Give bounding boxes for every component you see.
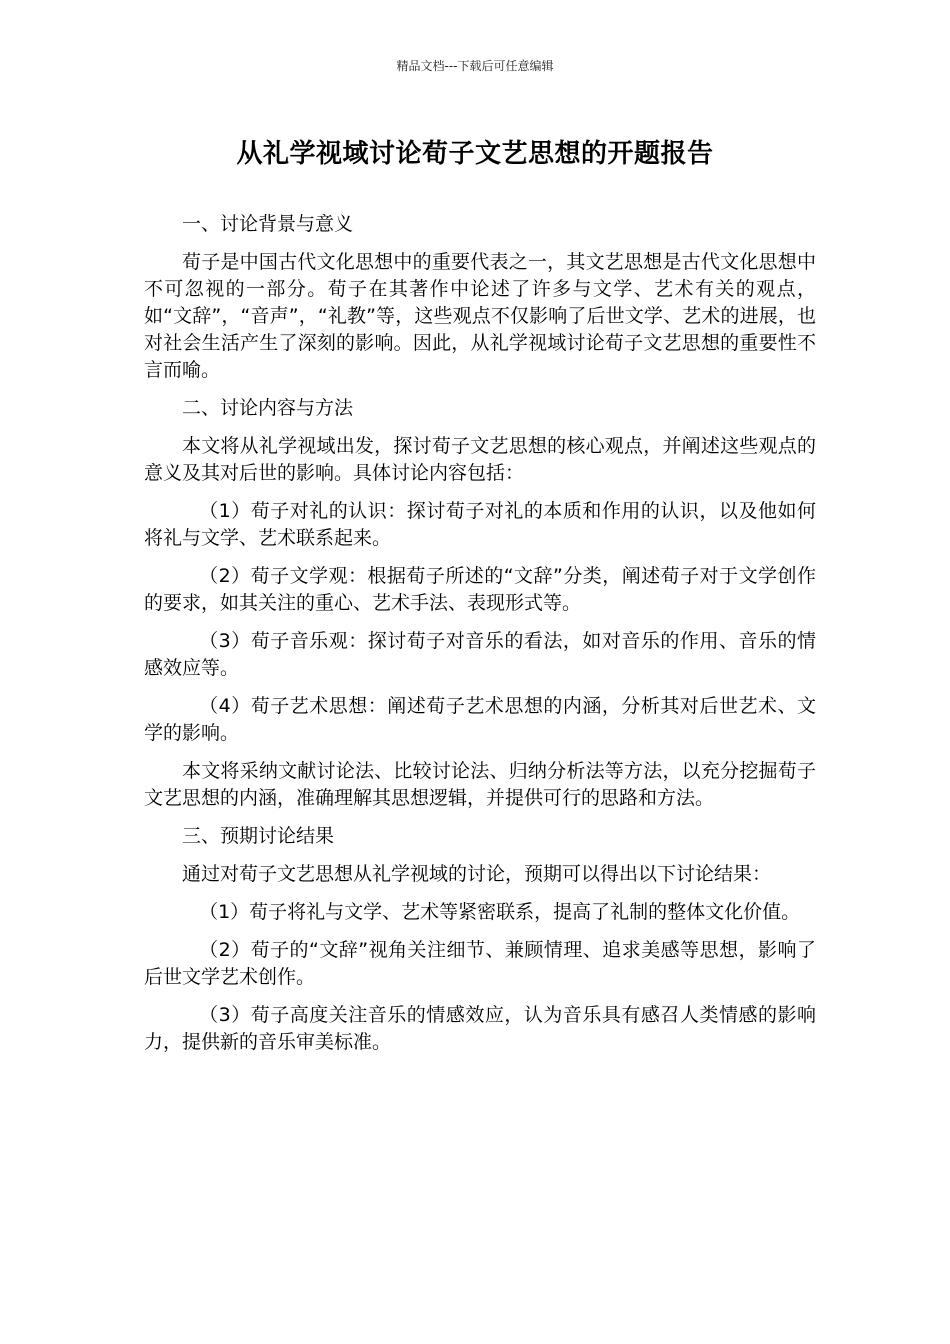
section-heading-expected-results: 三、预期讨论结果 bbox=[182, 825, 335, 847]
list-item-result-3: （3）荀子高度关注音乐的情感效应，认为音乐具有感召人类情感的影响力，提供新的音乐审美标准。 bbox=[144, 1004, 816, 1053]
paragraph-methods: 本文将采纳文献讨论法、比较讨论法、归纳分析法等方法，以充分挖掘荀子文艺思想的内涵，准确理解其思想逻辑，并提供可行的思路和方法。 bbox=[144, 760, 816, 809]
list-item-li-recognition: （1）荀子对礼的认识：探讨荀子对礼的本质和作用的认识，以及他如何将礼与文学、艺术联系起来。 bbox=[144, 500, 816, 549]
section-heading-background: 一、讨论背景与意义 bbox=[182, 213, 354, 235]
list-item-literature-view: （2）荀子文学观：根据荀子所述的“文辞”分类，阐述荀子对于文学创作的要求，如其关注的重心、艺术手法、表现形式等。 bbox=[144, 565, 816, 614]
document-title: 从礼学视域讨论荀子文艺思想的开题报告 bbox=[236, 139, 714, 169]
section-heading-content-method: 二、讨论内容与方法 bbox=[182, 397, 354, 419]
paragraph-results-intro: 通过对荀子文艺思想从礼学视域的讨论，预期可以得出以下讨论结果： bbox=[182, 863, 772, 885]
list-item-music-view: （3）荀子音乐观：探讨荀子对音乐的看法，如对音乐的作用、音乐的情感效应等。 bbox=[144, 630, 816, 679]
document-body bbox=[144, 211, 816, 1067]
paragraph-background: 荀子是中国古代文化思想中的重要代表之一，其文艺思想是古代文化思想中不可忽视的一部分。荀子在其著作中论述了许多与文学、艺术有关的观点，如“文辞”，“音声”，“礼教”等，这些观点不仅影响了后世文学、艺术的进展，也对社会生活产生了深刻的影响。因此，从礼学视域讨论荀子文艺思想的重要性不言而喻。 bbox=[144, 251, 816, 381]
list-item-art-thought: （4）荀子艺术思想：阐述荀子艺术思想的内涵，分析其对后世艺术、文学的影响。 bbox=[144, 695, 816, 744]
header-note: 精品文档---下载后可任意编辑 bbox=[396, 59, 554, 73]
list-item-result-2: （2）荀子的“文辞”视角关注细节、兼顾情理、追求美感等思想，影响了后世文学艺术创作。 bbox=[144, 939, 816, 988]
list-item-result-1: （1）荀子将礼与文学、艺术等紧密联系，提高了礼制的整体文化价值。 bbox=[199, 901, 801, 923]
paragraph-content-intro: 本文将从礼学视域出发，探讨荀子文艺思想的核心观点，并阐述这些观点的意义及其对后世的影响。具体讨论内容包括： bbox=[144, 435, 816, 484]
